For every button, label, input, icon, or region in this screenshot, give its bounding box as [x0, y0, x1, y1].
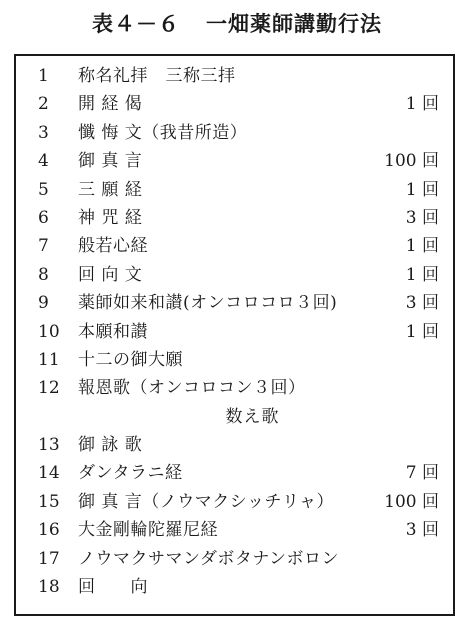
table-title: [0, 8, 474, 38]
repetition-count: 3 回: [405, 207, 439, 228]
item-name: 回 向 文: [78, 264, 143, 285]
row-number: 17: [38, 548, 60, 569]
row-number: 8: [38, 264, 49, 285]
row-number: 3: [38, 122, 49, 143]
table-row: [16, 459, 453, 487]
table-caption: 一畑薬師講勤行法: [206, 12, 382, 36]
table-row: [16, 261, 453, 289]
table-row: [16, 545, 453, 573]
item-name: 大金剛輪陀羅尼経: [78, 520, 218, 541]
item-name: ダンタラニ経: [78, 463, 183, 484]
row-number: 12: [38, 378, 60, 399]
row-number: 2: [38, 94, 49, 115]
table-row: [16, 289, 453, 317]
row-number: 18: [38, 577, 60, 598]
repetition-count: 1 回: [405, 179, 439, 200]
repetition-count: 3 回: [405, 293, 439, 314]
table-body: [16, 62, 453, 601]
item-name: 回 向: [78, 577, 148, 598]
row-number: 15: [38, 491, 60, 512]
repetition-count: 1 回: [405, 264, 439, 285]
section-header-row: [16, 403, 453, 431]
row-number: 16: [38, 520, 60, 541]
table-number: 表４－６: [92, 12, 180, 36]
item-name: 般若心経: [78, 236, 148, 257]
item-name: 懺 悔 文（我昔所造）: [78, 122, 248, 143]
item-name: 三 願 経: [78, 179, 143, 200]
item-name: 称名礼拝 三称三拝: [78, 66, 236, 86]
item-name: 開 経 偈: [78, 94, 143, 115]
item-name: 本願和讃: [78, 321, 148, 342]
table-row: [16, 90, 453, 118]
table-row: [16, 119, 453, 147]
repetition-count: 3 回: [405, 520, 439, 541]
row-number: 6: [38, 207, 49, 228]
row-number: 9: [38, 293, 49, 314]
repetition-count: 100 回: [384, 491, 439, 512]
table-row: [16, 204, 453, 232]
table-row: [16, 516, 453, 544]
table-row: [16, 573, 453, 601]
row-number: 11: [38, 349, 60, 370]
row-number: 4: [38, 151, 49, 172]
repetition-count: 1 回: [405, 94, 439, 115]
item-name: 御 真 言（ノウマクシッチリャ）: [78, 491, 334, 512]
table-row: [16, 431, 453, 459]
table-row: [16, 374, 453, 402]
row-number: 14: [38, 463, 60, 484]
item-name: 御 真 言: [78, 151, 143, 172]
repetition-count: 100 回: [384, 151, 439, 172]
item-name: 神 咒 経: [78, 207, 143, 228]
section-header-label: 数え歌: [225, 406, 280, 427]
item-name: ノウマクサマンダボタナンボロン: [78, 548, 339, 569]
row-number: 1: [38, 66, 49, 86]
row-number: 13: [38, 435, 60, 456]
item-name: 薬師如来和讃(オンコロコロ３回): [78, 293, 338, 314]
table-row: [16, 318, 453, 346]
row-number: 5: [38, 179, 49, 200]
repetition-count: 1 回: [405, 321, 439, 342]
row-number: 10: [38, 321, 60, 342]
repetition-count: 7 回: [405, 463, 439, 484]
table-frame: [14, 54, 455, 616]
table-row: [16, 346, 453, 374]
item-name: 御 詠 歌: [78, 435, 143, 456]
table-row: [16, 232, 453, 260]
row-number: 7: [38, 236, 49, 257]
table-row: [16, 62, 453, 90]
item-name: 十二の御大願: [78, 349, 183, 370]
table-row: [16, 488, 453, 516]
table-row: [16, 176, 453, 204]
table-row: [16, 147, 453, 175]
repetition-count: 1 回: [405, 236, 439, 257]
item-name: 報恩歌（オンコロコン３回）: [78, 378, 306, 399]
